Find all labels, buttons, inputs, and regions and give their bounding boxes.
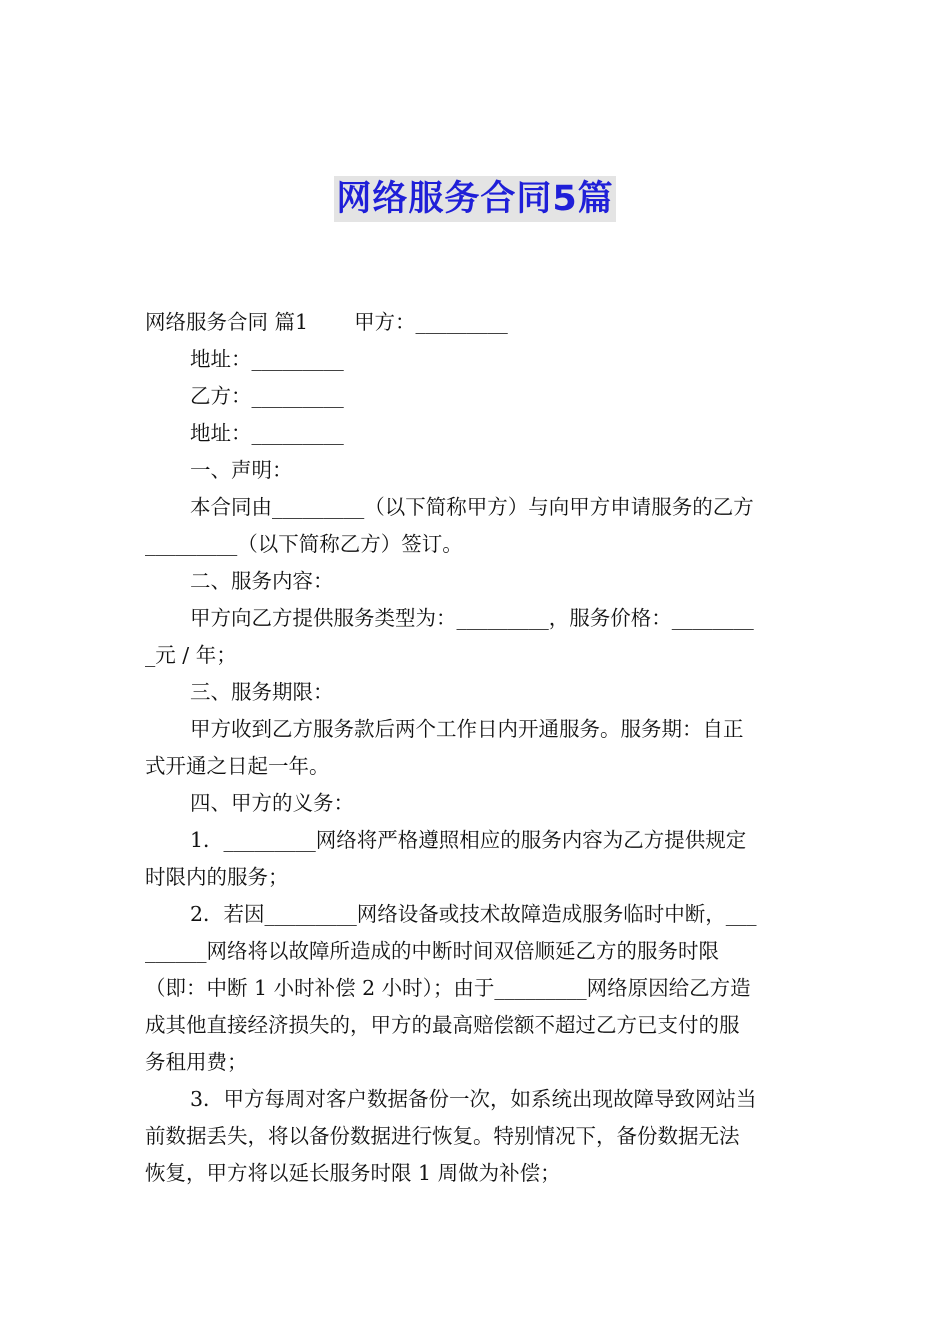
paragraph-line-7: _________（以下简称乙方）签订。 xyxy=(145,532,463,556)
paragraph-line-15: 1．_________网络将严格遵照相应的服务内容为乙方提供规定 xyxy=(190,828,747,852)
paragraph-line-17: 2．若因_________网络设备或技术故障造成服务临时中断，___ xyxy=(190,902,757,926)
paragraph-line-10: _元 / 年； xyxy=(145,643,237,667)
paragraph-line-20: 成其他直接经济损失的，甲方的最高赔偿额不超过乙方已支付的服 xyxy=(145,1013,740,1037)
paragraph-line-12: 甲方收到乙方服务款后两个工作日内开通服务。服务期：自正 xyxy=(190,717,744,741)
paragraph-line-5: 一、声明： xyxy=(190,458,293,482)
paragraph-line-21: 务租用费； xyxy=(145,1050,248,1074)
document-title: 网络服务合同5篇 xyxy=(334,176,615,222)
contract-heading: 网络服务合同 篇1 xyxy=(145,310,309,334)
paragraph-line-16: 时限内的服务； xyxy=(145,865,289,889)
paragraph-line-2: 地址：_________ xyxy=(190,347,344,371)
title-container xyxy=(0,176,950,222)
paragraph-line-19: （即：中断 1 小时补偿 2 小时）；由于_________网络原因给乙方造 xyxy=(145,976,751,1000)
paragraph-line-13: 式开通之日起一年。 xyxy=(145,754,330,778)
paragraph-line-8: 二、服务内容： xyxy=(190,569,334,593)
paragraph-line-22: 3．甲方每周对客户数据备份一次，如系统出现故障导致网站当 xyxy=(190,1087,757,1111)
paragraph-line-3: 乙方：_________ xyxy=(190,384,344,408)
paragraph-line-9: 甲方向乙方提供服务类型为：_________，服务价格：________ xyxy=(190,606,754,630)
paragraph-line-18: ______网络将以故障所造成的中断时间双倍顺延乙方的服务时限 xyxy=(145,939,719,963)
paragraph-line-11: 三、服务期限： xyxy=(190,680,334,704)
party-a-field: 甲方：_________ xyxy=(354,310,508,334)
paragraph-line-1 xyxy=(145,304,807,341)
paragraph-line-23: 前数据丢失，将以备份数据进行恢复。特别情况下，备份数据无法 xyxy=(145,1124,740,1148)
paragraph-line-14: 四、甲方的义务： xyxy=(190,791,354,815)
document-body xyxy=(145,304,807,1192)
paragraph-line-4: 地址：_________ xyxy=(190,421,344,445)
paragraph-line-6: 本合同由_________（以下简称甲方）与向甲方申请服务的乙方 xyxy=(190,495,754,519)
paragraph-line-24: 恢复，甲方将以延长服务时限 1 周做为补偿； xyxy=(145,1161,561,1185)
